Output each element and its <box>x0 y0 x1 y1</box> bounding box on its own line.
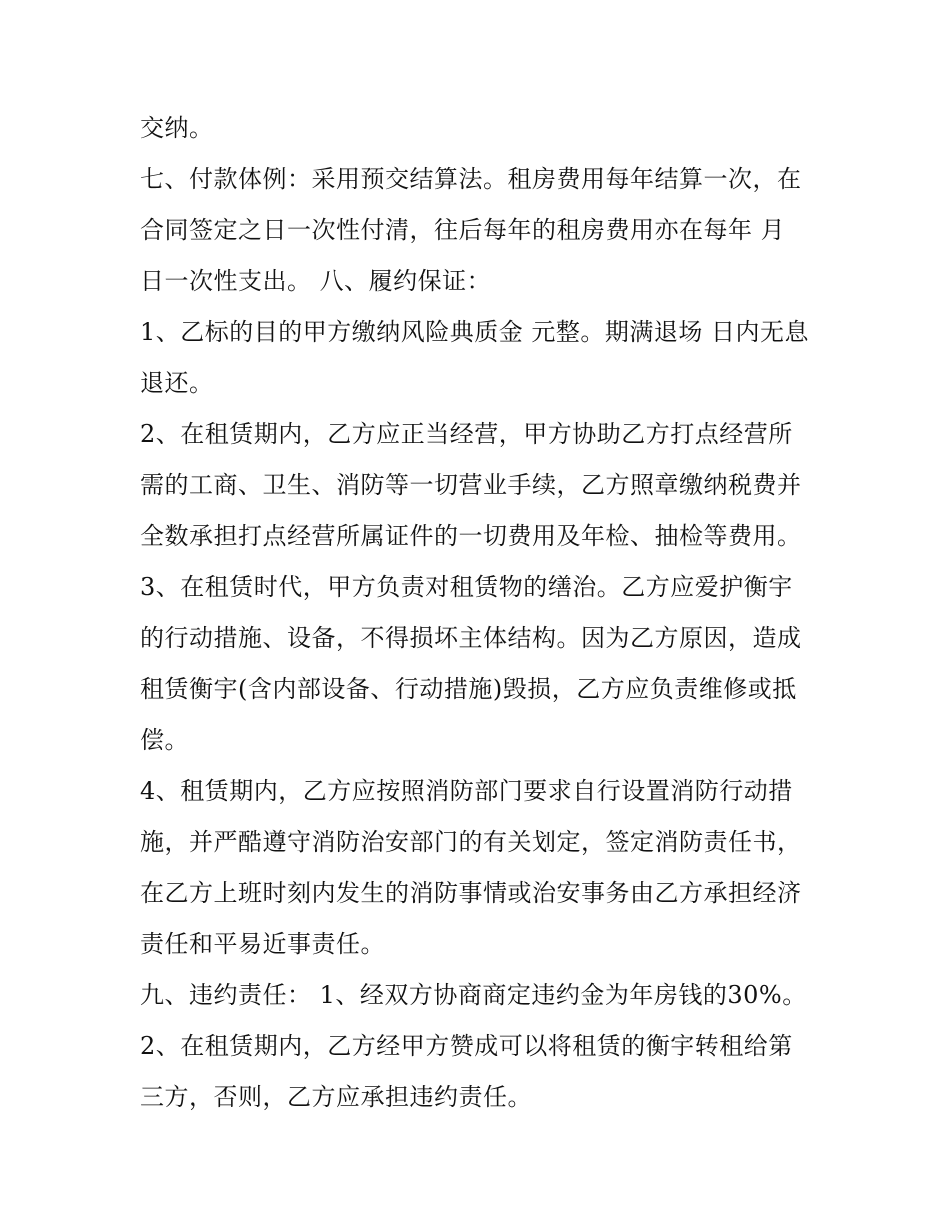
text-line: 施，并严酷遵守消防治安部门的有关划定，签定消防责任书， <box>140 828 802 856</box>
text-line: 全数承担打点经营所属证件的一切费用及年检、抽检等费用。 <box>140 522 802 550</box>
text-line: 在乙方上班时刻内发生的消防事情或治安事务由乙方承担经济 <box>140 879 802 907</box>
text-line: 偿。 <box>140 726 189 754</box>
text-line: 2、在租赁期内，乙方应正当经营，甲方协助乙方打点经营所 <box>140 420 793 448</box>
document-body <box>140 103 830 1123</box>
text-line: 的行动措施、设备，不得损坏主体结构。因为乙方原因，造成 <box>140 624 802 652</box>
text-line: 租赁衡宇(含内部设备、行动措施)毁损，乙方应负责维修或抵 <box>140 675 797 703</box>
text-line: 九、违约责任： 1、经双方协商商定违约金为年房钱的30%。 <box>140 981 807 1009</box>
text-line: 七、付款体例：采用预交结算法。租房费用每年结算一次，在 <box>140 165 802 193</box>
text-line: 2、在租赁期内，乙方经甲方赞成可以将租赁的衡宇转租给第 <box>140 1032 793 1060</box>
text-line: 4、租赁期内，乙方应按照消防部门要求自行设置消防行动措 <box>140 777 793 805</box>
text-line: 三方，否则，乙方应承担违约责任。 <box>140 1083 532 1111</box>
text-line: 责任和平易近事责任。 <box>140 930 385 958</box>
text-line: 交纳。 <box>140 114 214 142</box>
text-line: 3、在租赁时代，甲方负责对租赁物的缮治。乙方应爱护衡宇 <box>140 573 793 601</box>
text-line: 需的工商、卫生、消防等一切营业手续，乙方照章缴纳税费并 <box>140 471 802 499</box>
text-line: 退还。 <box>140 369 214 397</box>
text-line: 合同签定之日一次性付清，往后每年的租房费用亦在每年 月 <box>140 216 786 244</box>
text-line: 日一次性支出。 八、履约保证： <box>140 267 492 295</box>
text-line: 1、乙标的目的甲方缴纳风险典质金 元整。期满退场 日内无息 <box>140 318 810 346</box>
